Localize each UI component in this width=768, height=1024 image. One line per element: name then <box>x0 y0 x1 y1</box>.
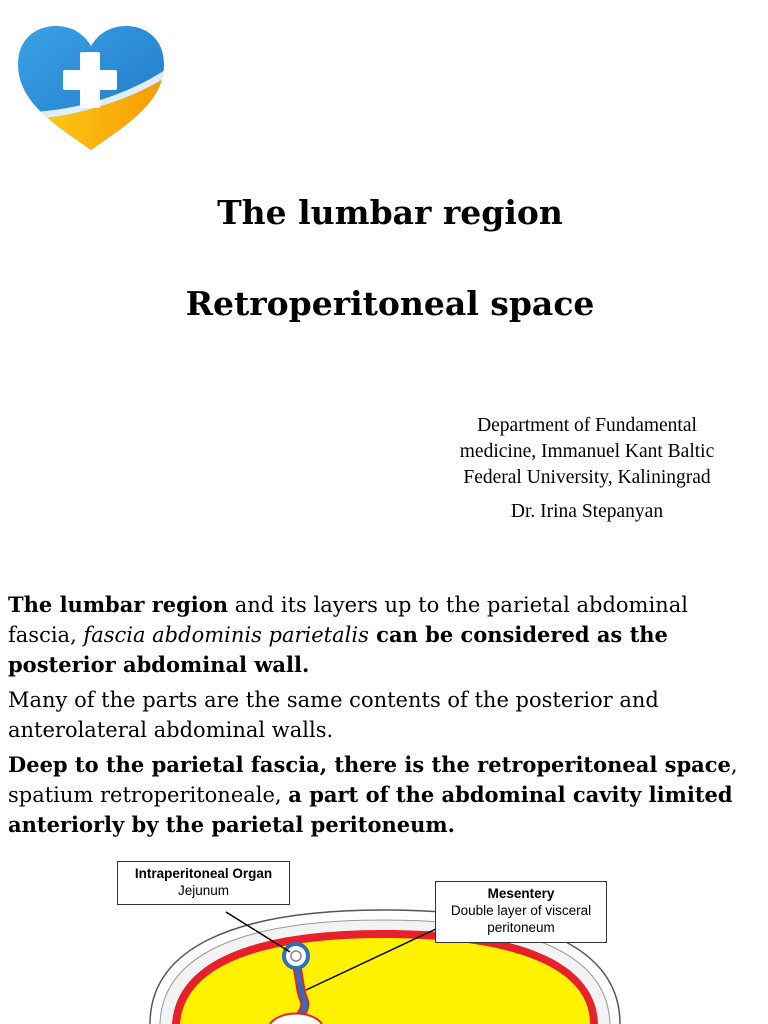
label2-subtitle: Double layer of visceral peritoneum <box>450 903 592 935</box>
label2-title: Mesentery <box>487 886 555 901</box>
paragraph-contents: Many of the parts are the same contents of the posterior and anterolateral abdominal walls. <box>8 688 659 742</box>
medical-heart-logo-icon <box>14 24 168 152</box>
paragraph1-text: and its layers up to the parietal abdominal fascia, <box>8 593 688 647</box>
department-text: Department of Fundamental medicine, Immanuel Kant Baltic Federal University, Kaliningrad <box>459 415 715 488</box>
page-title: The lumbar region <box>217 193 563 232</box>
paragraph3-emphasis: a part of the abdominal cavity limited anteriorly by the parietal peritoneum. <box>8 782 733 837</box>
affiliation-block <box>452 413 722 525</box>
page-subtitle: Retroperitoneal space <box>185 284 595 323</box>
latin-term-fascia: fascia abdominis parietalis <box>83 623 369 647</box>
term-retroperitoneal-space: Deep to the parietal fascia, there is the retroperitoneal space <box>8 752 731 777</box>
term-lumbar-region: The lumbar region <box>8 592 229 617</box>
paragraph1-emphasis: can be considered as the posterior abdominal wall. <box>8 622 668 677</box>
peritoneum-diagram <box>0 850 768 1024</box>
paragraph-retroperitoneal-space <box>8 750 763 840</box>
paragraph3-text: , spatium retroperitoneale, <box>8 753 738 807</box>
label-intraperitoneal-organ <box>117 861 290 905</box>
label1-title: Intraperitoneal Organ <box>134 866 273 881</box>
author-name: Dr. Irina Stepanyan <box>510 501 664 522</box>
label1-subtitle: Jejunum <box>177 883 230 898</box>
body-text <box>8 590 763 845</box>
jejunum-loop <box>284 944 308 968</box>
paragraph-lumbar-region <box>8 590 763 680</box>
label-mesentery <box>435 881 607 943</box>
